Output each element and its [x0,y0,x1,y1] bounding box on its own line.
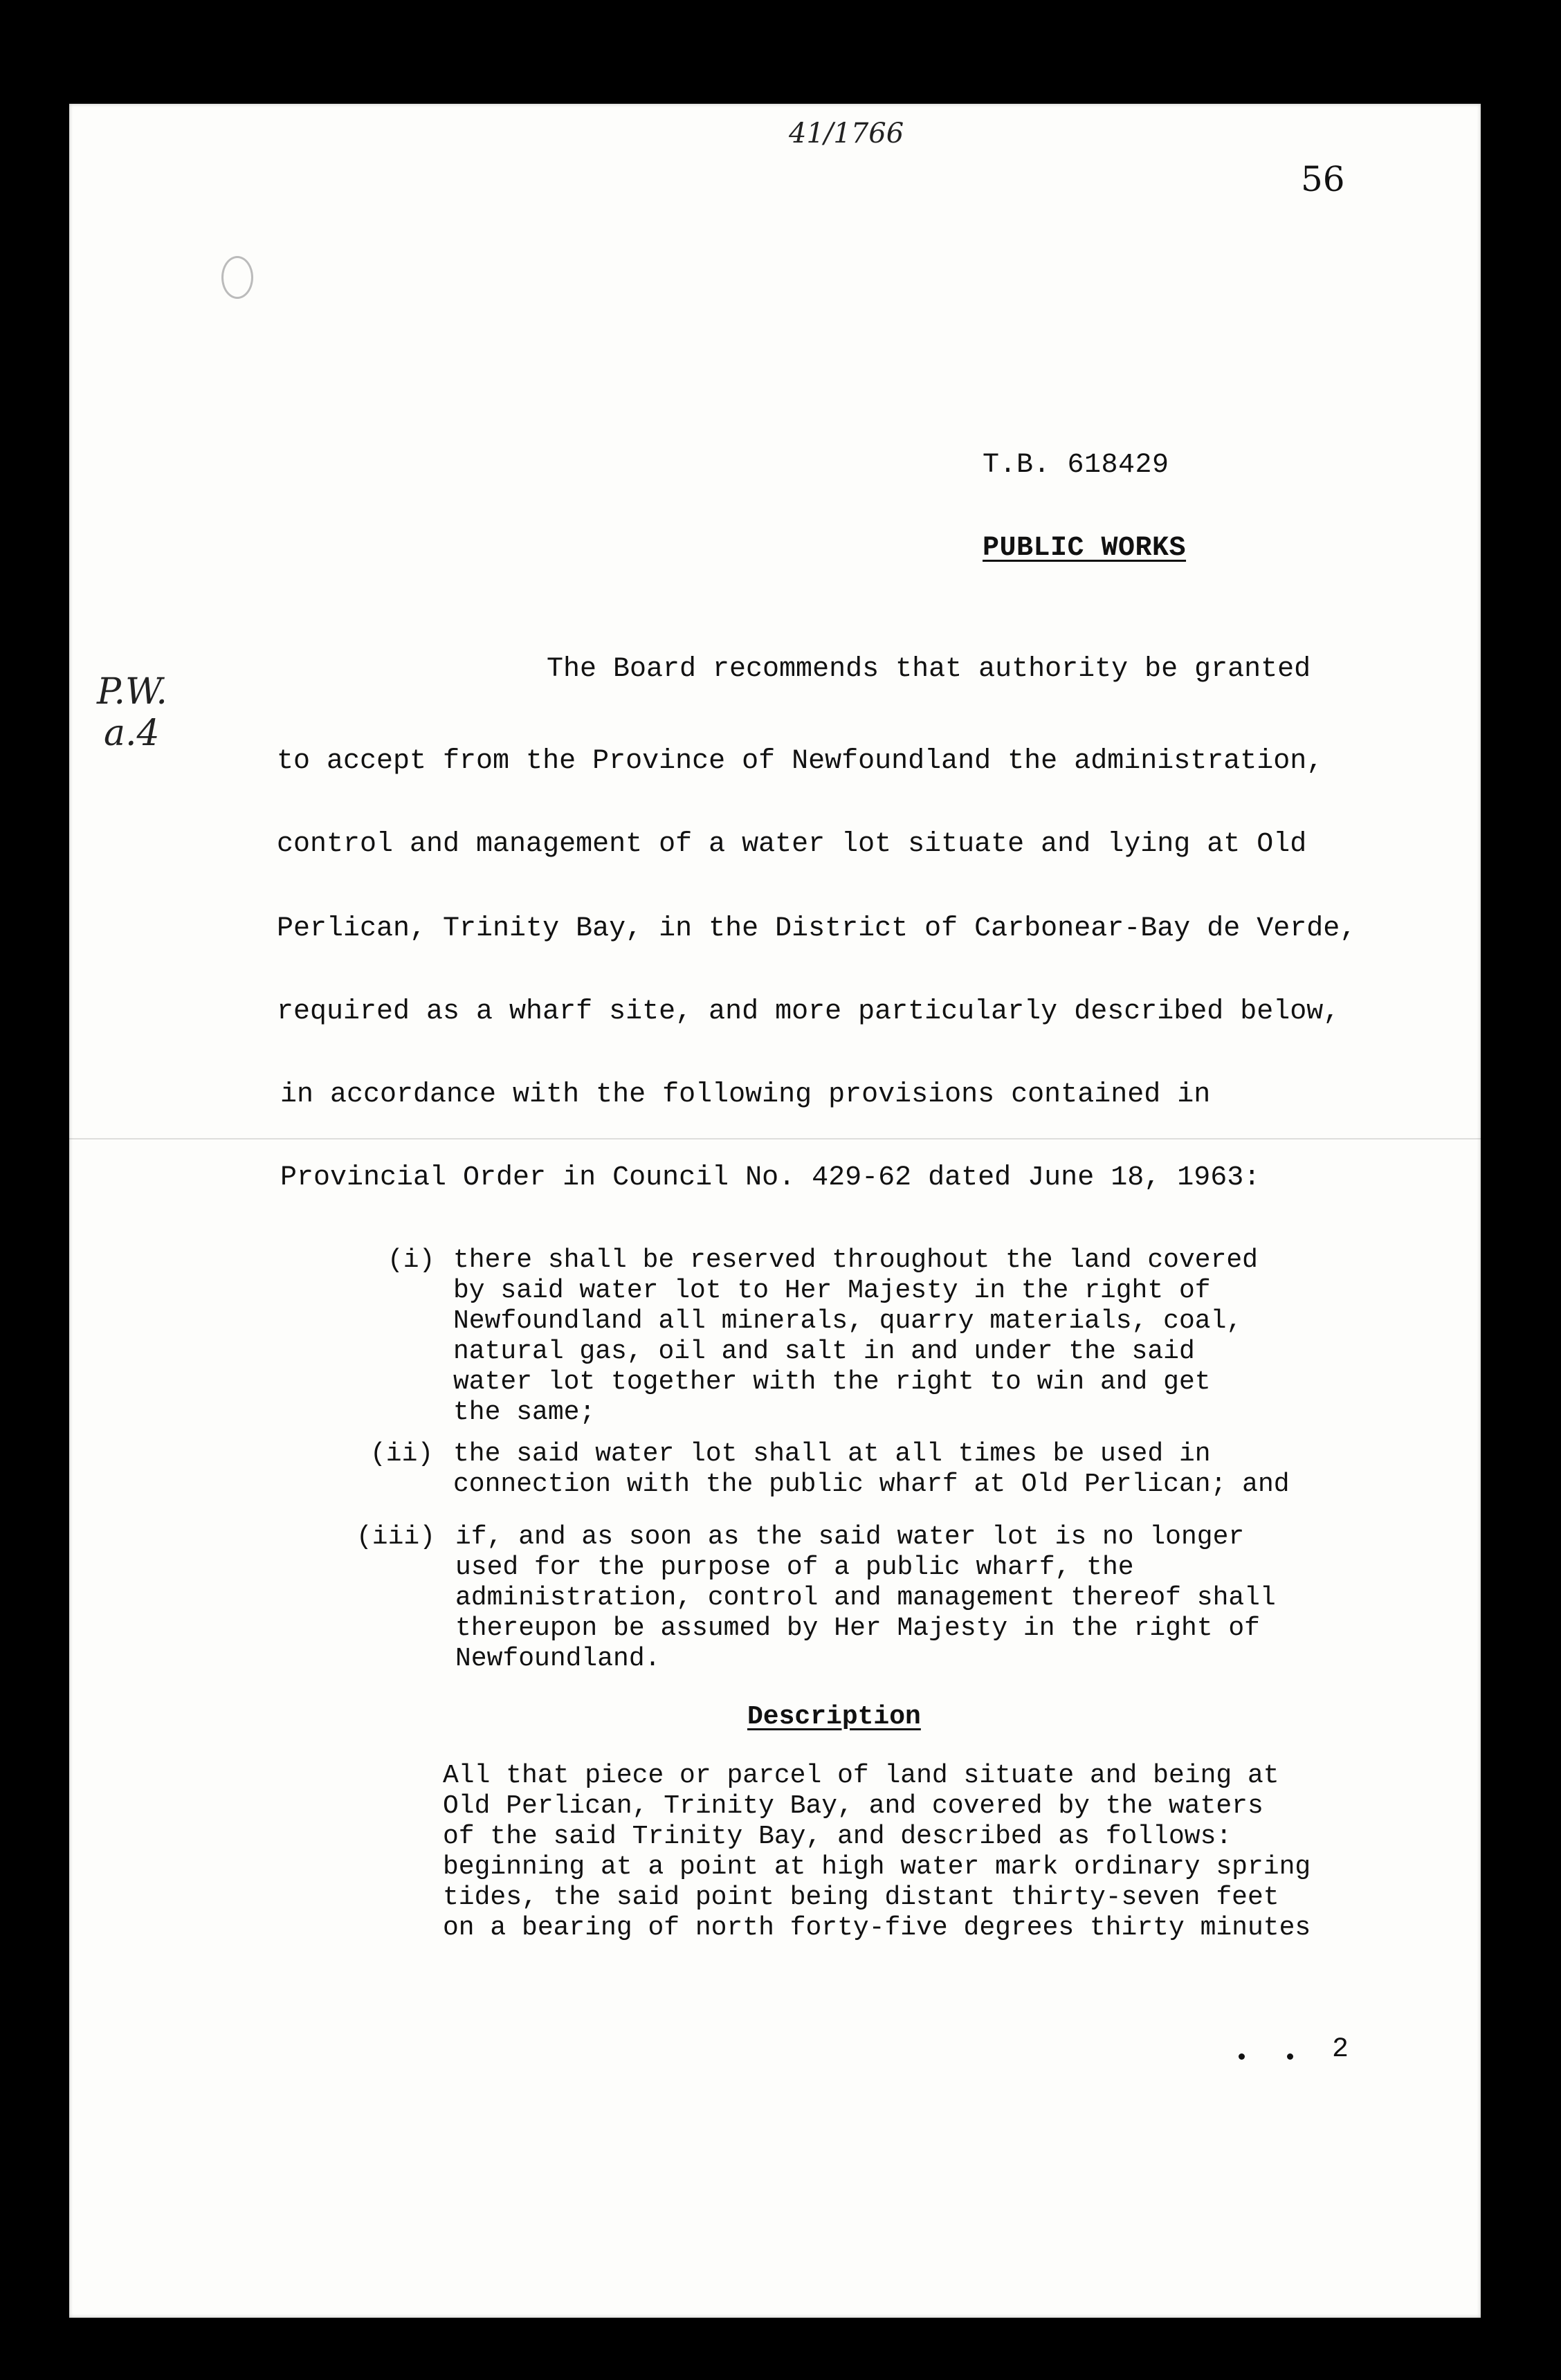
provision-line: connection with the public wharf at Old Perlican; and [453,1470,1290,1499]
intro-line: to accept from the Province of Newfoundland the administration, [277,746,1324,777]
intro-line: Perlican, Trinity Bay, in the District of Carbonear-Bay de Verde, [277,913,1357,944]
page-number: 56 [1301,159,1345,199]
provision-label: (i) [387,1245,435,1275]
intro-line: control and management of a water lot situate and lying at Old [277,829,1307,860]
provision-line: there shall be reserved throughout the land covered [453,1245,1258,1275]
intro-line: in accordance with the following provisions contained in [280,1079,1211,1110]
provision-text [453,1439,1290,1500]
provision-line: water lot together with the right to win and get [453,1367,1211,1397]
margin-note-line1: P.W. [97,671,167,713]
description-heading: Description [747,1702,921,1732]
description-line: All that piece or parcel of land situate and being at [443,1761,1279,1791]
provision-line: Newfoundland. [455,1644,661,1674]
provision-line: natural gas, oil and salt in and under the said [453,1337,1195,1366]
provision-line: used for the purpose of a public wharf, the [455,1553,1134,1582]
fold-line [69,1138,1481,1139]
provision-line: Newfoundland all minerals, quarry materials, coal, [453,1306,1243,1336]
continuation-dot [1287,2053,1293,2060]
provision-line: if, and as soon as the said water lot is no longer [455,1522,1245,1552]
handwritten-reference: 41/1766 [789,118,904,149]
continuation-page: 2 [1332,2034,1349,2065]
description-line: beginning at a point at high water mark ordinary spring [443,1852,1311,1882]
intro-line: Provincial Order in Council No. 429-62 dated June 18, 1963: [280,1162,1261,1193]
provision-label: (iii) [356,1522,436,1552]
provision-line: thereupon be assumed by Her Majesty in the right of [455,1613,1260,1643]
provision-text [455,1522,1276,1674]
description-line: of the said Trinity Bay, and described as follows: [443,1822,1232,1851]
punch-hole [221,256,253,299]
intro-line: The Board recommends that authority be granted [547,654,1311,685]
description-line: tides, the said point being distant thirty-seven feet [443,1883,1279,1912]
provision-text [453,1245,1258,1428]
continuation-dot [1239,2053,1245,2060]
margin-note-line2: a.4 [104,713,160,754]
description-line: on a bearing of north forty-five degrees thirty minutes [443,1913,1311,1943]
provision-line: by said water lot to Her Majesty in the right of [453,1276,1211,1306]
provision-line: the same; [453,1398,596,1427]
tb-number: T.B. 618429 [983,450,1169,481]
description-text [443,1761,1311,1943]
document-page [69,104,1481,2318]
provision-line: the said water lot shall at all times be used in [453,1439,1211,1469]
intro-line: required as a wharf site, and more particularly described below, [277,996,1340,1027]
department-heading: PUBLIC WORKS [983,533,1187,564]
provision-label: (ii) [370,1439,434,1469]
provision-line: administration, control and management thereof shall [455,1583,1276,1613]
description-line: Old Perlican, Trinity Bay, and covered by the waters [443,1791,1263,1821]
